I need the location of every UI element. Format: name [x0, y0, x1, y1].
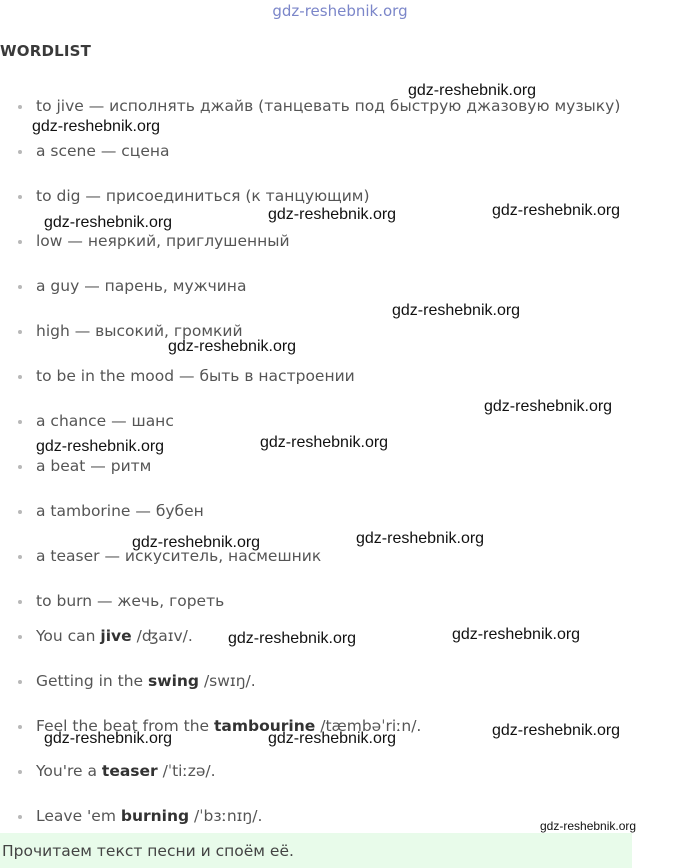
watermark: gdz-reshebnik.org — [268, 730, 397, 747]
phrase-pre: Getting in the — [36, 672, 149, 690]
wordlist-item — [18, 186, 370, 206]
watermark: gdz-reshebnik.org — [44, 214, 173, 231]
watermark: gdz-reshebnik.org — [452, 626, 581, 643]
wordlist-item-text: low — неяркий, приглушенный — [36, 232, 290, 250]
wordlist-item-text: to jive — исполнять джайв (танцевать под быструю джазовую музыку) — [36, 97, 621, 115]
watermark: gdz-reshebnik.org — [36, 438, 165, 455]
phrase-bold: swing — [148, 672, 200, 690]
watermark: gdz-reshebnik.org — [540, 819, 637, 833]
watermark: gdz-reshebnik.org — [260, 434, 389, 451]
phrase-bold: jive — [100, 627, 132, 645]
phrase-post: /ˈbɜːnɪŋ/. — [189, 807, 263, 825]
top-watermark: gdz-reshebnik.org — [272, 2, 408, 20]
wordlist-item-text: a guy — парень, мужчина — [36, 277, 247, 295]
watermark: gdz-reshebnik.org — [268, 206, 397, 223]
wordlist-item-text: high — высокий, громкий — [36, 322, 243, 340]
phrase-post: /swɪŋ/. — [199, 672, 256, 690]
wordlist-item-text: a chance — шанс — [36, 412, 174, 430]
wordlist-item — [18, 276, 246, 296]
wordlist-item-text: a teaser — искуситель, насмешник — [36, 547, 322, 565]
watermark: gdz-reshebnik.org — [356, 530, 485, 547]
watermark: gdz-reshebnik.org — [32, 118, 161, 135]
wordlist-heading: WORDLIST — [0, 42, 92, 60]
phrase-post: /tæmbəˈriːn/. — [315, 717, 422, 735]
wordlist-item — [18, 591, 224, 611]
wordlist-item-text: a beat — ритм — [36, 457, 152, 475]
phrase-item — [18, 626, 193, 646]
wordlist-item-text: a tamborine — бубен — [36, 502, 204, 520]
wordlist-item — [18, 456, 151, 476]
wordlist-item — [18, 501, 204, 521]
phrase-bold: tambourine — [213, 717, 316, 735]
wordlist-item-text: to be in the mood — быть в настроении — [36, 367, 355, 385]
phrase-bold: burning — [120, 807, 190, 825]
watermark: gdz-reshebnik.org — [408, 82, 537, 99]
phrase-bold: teaser — [101, 762, 158, 780]
wordlist-item — [18, 141, 170, 161]
phrase-pre: Leave 'em — [36, 807, 121, 825]
wordlist-item-text: to burn — жечь, гореть — [36, 592, 225, 610]
phrase-item — [18, 806, 262, 826]
footer-text: Прочитаем текст песни и споём её. — [2, 842, 294, 860]
phrase-item — [18, 671, 256, 691]
wordlist-item — [18, 231, 290, 251]
phrase-pre: You can — [36, 627, 101, 645]
wordlist-item — [18, 366, 355, 386]
phrase-post: /ˈtiːzə/. — [157, 762, 216, 780]
wordlist-item-text: to dig — присоединиться (к танцующим) — [36, 187, 370, 205]
wordlist-item-text: a scene — сцена — [36, 142, 170, 160]
watermark: gdz-reshebnik.org — [132, 534, 261, 551]
watermark: gdz-reshebnik.org — [492, 202, 621, 219]
phrase-item — [18, 761, 216, 781]
phrase-pre: You're a — [36, 762, 102, 780]
watermark: gdz-reshebnik.org — [168, 338, 297, 355]
wordlist-item — [18, 411, 174, 431]
watermark: gdz-reshebnik.org — [228, 630, 357, 647]
watermark: gdz-reshebnik.org — [392, 302, 521, 319]
watermark: gdz-reshebnik.org — [492, 722, 621, 739]
watermark: gdz-reshebnik.org — [484, 398, 613, 415]
footer-banner — [0, 833, 632, 868]
phrase-post: /ʤaɪv/. — [131, 627, 193, 645]
phrase-pre: Feel the beat from the — [36, 717, 214, 735]
watermark: gdz-reshebnik.org — [44, 730, 173, 747]
